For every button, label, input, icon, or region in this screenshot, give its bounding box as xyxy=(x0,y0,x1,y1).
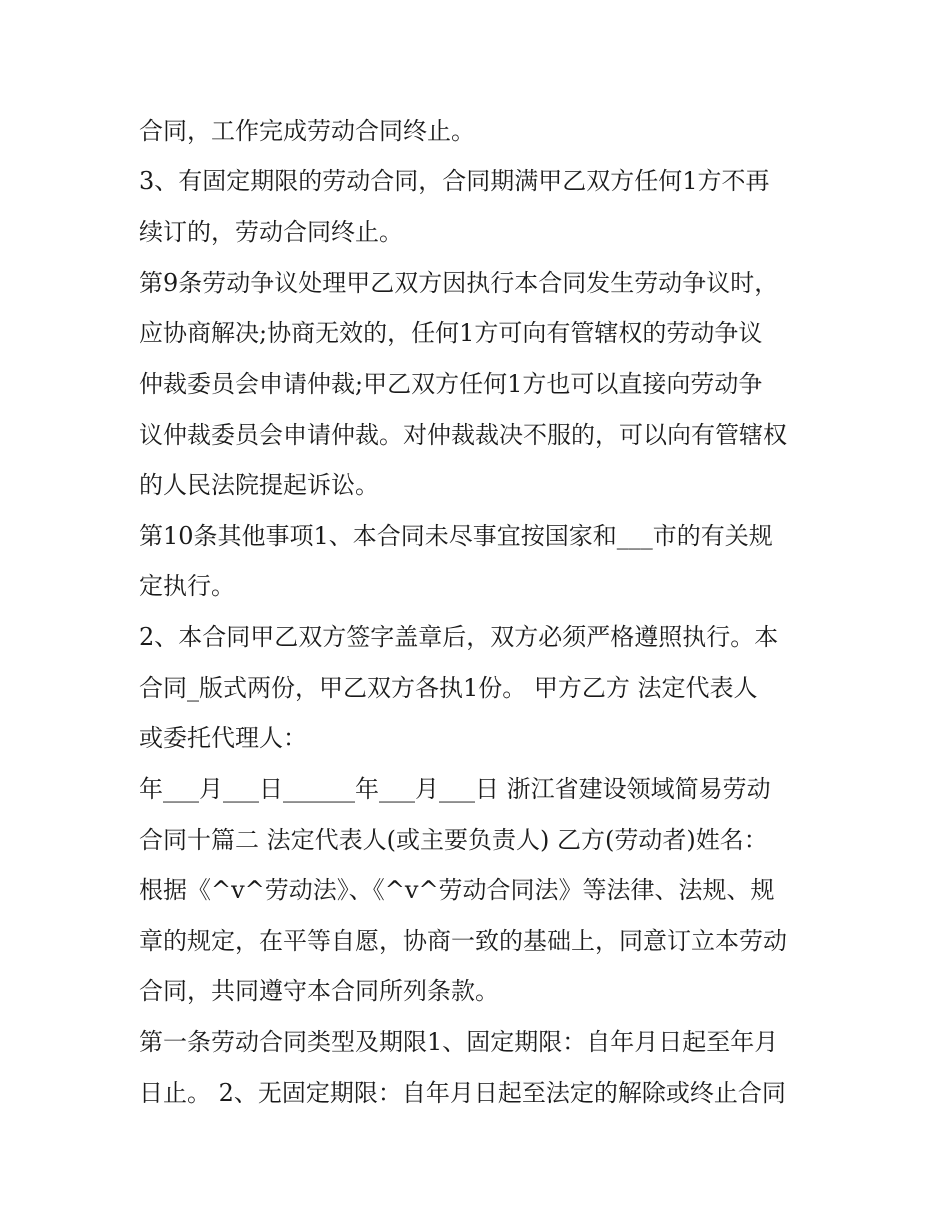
text-line: 第9条劳动争议处理甲乙双方因执行本合同发生劳动争议时， xyxy=(139,269,779,297)
text-line: 合同十篇二 法定代表人(或主要负责人) 乙方(劳动者)姓名： xyxy=(139,826,768,854)
text-line: 仲裁委员会申请仲裁;甲乙双方任何1方也可以直接向劳动争 xyxy=(139,370,763,398)
text-line: 章的规定，在平等自愿，协商一致的基础上，同意订立本劳动 xyxy=(139,927,787,955)
text-line: 2、本合同甲乙双方签字盖章后，双方必须严格遵照执行。本 xyxy=(139,623,779,651)
text-line: 合同，工作完成劳动合同终止。 xyxy=(139,117,475,145)
text-line: 定执行。 xyxy=(139,572,235,600)
text-line: 议仲裁委员会申请仲裁。对仲裁裁决不服的，可以向有管辖权 xyxy=(139,421,787,449)
text-line: 或委托代理人： xyxy=(139,724,307,752)
text-line: 根据《^v^劳动法》、《^v^劳动合同法》等法律、法规、规 xyxy=(139,876,775,904)
text-line: 第一条劳动合同类型及期限1、固定期限：自年月日起至年月 xyxy=(139,1028,779,1056)
text-line: 第10条其他事项1、本合同未尽事宜按国家和___市的有关规 xyxy=(139,522,773,550)
text-line: 应协商解决;协商无效的，任何1方可向有管辖权的劳动争议 xyxy=(139,319,763,347)
text-line: 合同_版式两份，甲乙双方各执1份。 甲方乙方 法定代表人 xyxy=(139,674,758,702)
text-line: 合同，共同遵守本合同所列条款。 xyxy=(139,977,499,1005)
text-line: 的人民法院提起诉讼。 xyxy=(139,471,379,499)
text-line: 日止。 2、无固定期限：自年月日起至法定的解除或终止合同 xyxy=(139,1079,786,1107)
text-line: 3、有固定期限的劳动合同，合同期满甲乙双方任何1方不再 xyxy=(139,167,770,195)
text-line: 续订的，劳动合同终止。 xyxy=(139,218,403,246)
text-line: 年___月___日______年___月___日 浙江省建设领域简易劳动 xyxy=(139,775,771,803)
